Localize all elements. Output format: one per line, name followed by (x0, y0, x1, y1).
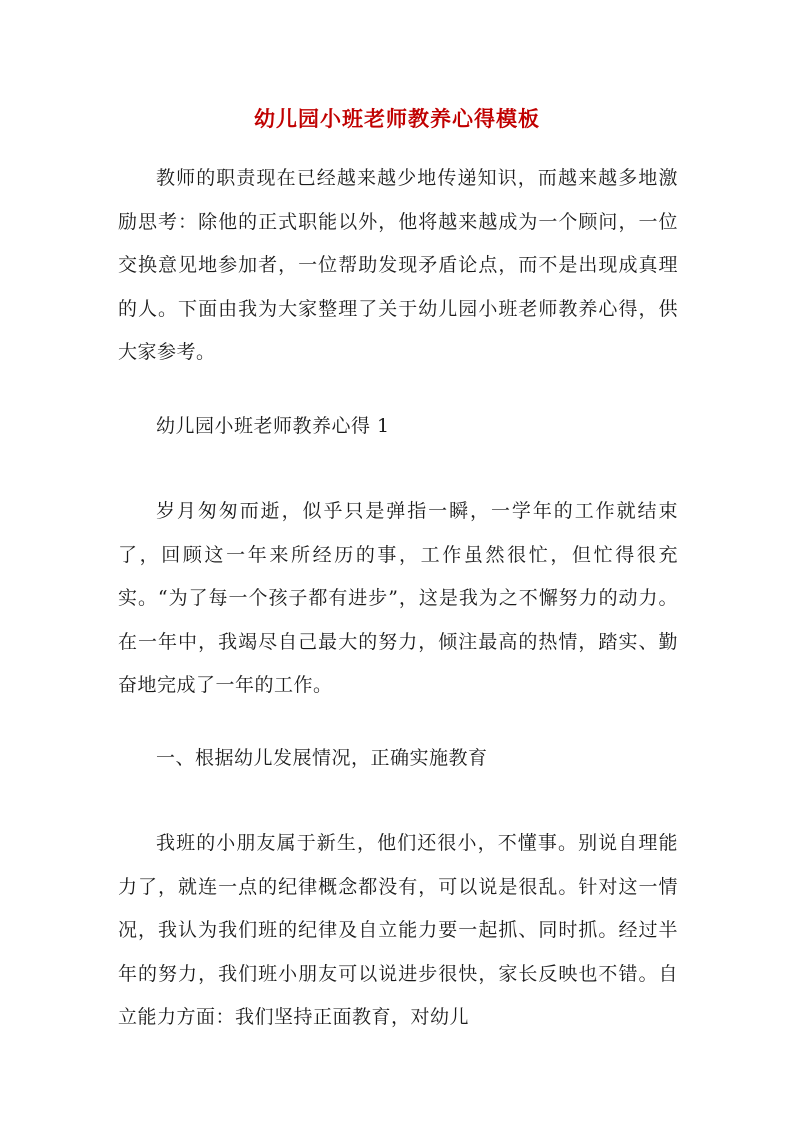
subsection-1-paragraph: 我班的小朋友属于新生，他们还很小，不懂事。别说自理能力了，就连一点的纪律概念都没有，可以说是很乱。针对这一情况，我认为我们班的纪律及自立能力要一起抓、同时抓。经过半年的努力，我们班小朋友可以说进步很快，家长反映也不错。自立能力方面：我们坚持正面教育，对幼儿 (118, 832, 678, 1028)
section-heading-1: 幼儿园小班老师教养心得 1 (156, 415, 390, 437)
section-1-paragraph: 岁月匆匆而逝，似乎只是弹指一瞬，一学年的工作就结束了，回顾这一年来所经历的事，工作虽然很忙，但忙得很充实。“为了每一个孩子都有进步”，这是我为之不懈努力的动力。在一年中，我竭尽自己最大的努力，倾注最高的热情，踏实、勤奋地完成了一年的工作。 (118, 500, 678, 696)
document-title: 幼儿园小班老师教养心得模板 (254, 106, 540, 131)
subsection-heading-1: 一、根据幼儿发展情况，正确实施教育 (156, 747, 488, 769)
intro-paragraph: 教师的职责现在已经越来越少地传递知识，而越来越多地激励思考：除他的正式职能以外，他将越来越成为一个顾问，一位交换意见地参加者，一位帮助发现矛盾论点，而不是出现成真理的人。下面由我为大家整理了关于幼儿园小班老师教养心得，供大家参考。 (118, 167, 678, 363)
